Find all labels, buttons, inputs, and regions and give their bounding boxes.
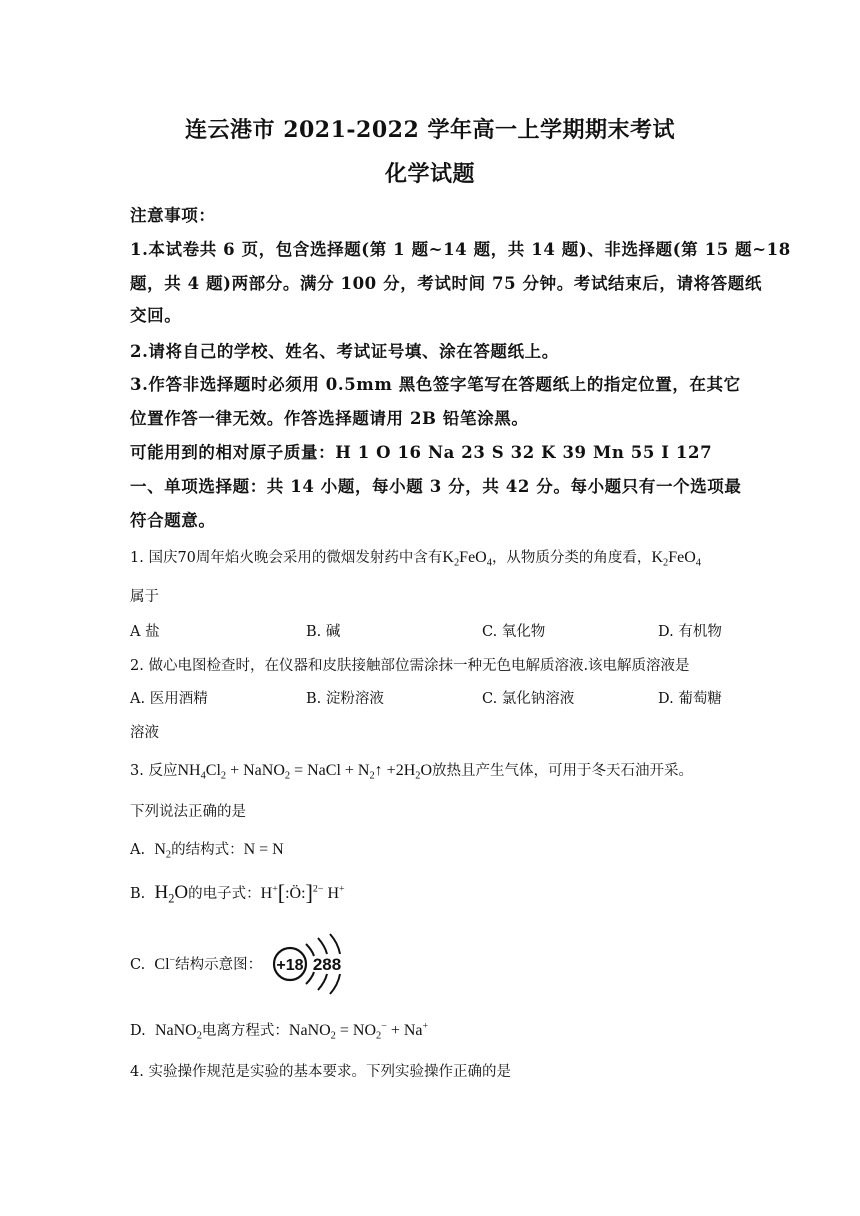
- q3-stem-wrap: 下列说法正确的是: [130, 804, 246, 820]
- section-heading-line-2: 符合题意。: [130, 511, 216, 530]
- q3-reaction-equation: $NH_4Cl_2$ + NaNO$_2$ = NaCl + $N_2↑ +2H_2O$: [177, 762, 433, 782]
- q2-option-c[interactable]: C. 氯化钠溶液: [482, 691, 575, 707]
- notice-heading: 注意事项：: [130, 206, 216, 225]
- exam-title: 连云港市 2021-2022 学年高一上学期期末考试: [185, 117, 675, 143]
- notice-line-1: 1.本试卷共 6 页，包含选择题(第 1 题~14 题，共 14 题)、非选择题(第 15 题~18: [130, 240, 791, 259]
- q3-option-c[interactable]: C. Cl−结构示意图：: [130, 954, 263, 973]
- exam-subtitle: 化学试题: [384, 161, 475, 187]
- q1-option-c[interactable]: C. 氧化物: [482, 624, 546, 640]
- electron-shells: 288: [312, 955, 342, 974]
- notice-line-4: 2.请将自己的学校、姓名、考试证号填、涂在答题纸上。: [130, 342, 559, 361]
- q2-option-d[interactable]: D. 葡萄糖: [658, 691, 722, 707]
- q2-stem: 2. 做心电图检查时，在仪器和皮肤接触部位需涂抹一种无色电解质溶液.该电解质溶液是: [130, 658, 690, 674]
- notice-line-2: 题，共 4 题)两部分。满分 100 分，考试时间 75 分钟。考试结束后，请将答题纸: [130, 274, 762, 293]
- section-heading-line-1: 一、单项选择题：共 14 小题，每小题 3 分，共 42 分。每小题只有一个选项最: [130, 477, 742, 496]
- q2-option-d-wrap: 溶液: [130, 725, 159, 741]
- notice-line-5: 3.作答非选择题时必须用 0.5mm 黑色签字笔写在答题纸上的指定位置，在其它: [130, 375, 741, 394]
- q3-option-a[interactable]: A. $N_2$的结构式：N = N: [130, 841, 284, 861]
- q3-option-d[interactable]: D. NaNO$_2$电离方程式：NaNO$_2$ = $NO_2^- + Na^+$: [130, 1020, 429, 1042]
- notice-line-6: 位置作答一律无效。作答选择题请用 2B 铅笔涂黑。: [130, 409, 529, 428]
- q2-option-a[interactable]: A. 医用酒精: [130, 691, 208, 707]
- q1-option-d[interactable]: D. 有机物: [658, 624, 722, 640]
- q1-stem-wrap: 属于: [130, 589, 159, 605]
- electron-formula: H+[:Ö:]$^{2-}$ H+: [260, 880, 345, 905]
- nucleus-charge: +18: [276, 957, 304, 974]
- k2feo4-formula-2: $K_2FeO_4$: [651, 549, 701, 569]
- q1-stem: 1. 国庆70周年焰火晚会采用的微烟发射药中含有$K_2FeO_4$，从物质分类的角度看，$K_2FeO_4$: [130, 549, 701, 569]
- q1-option-b[interactable]: B. 碱: [306, 624, 341, 640]
- q3-option-b[interactable]: B. $H_2O$的电子式：H+[:Ö:]$^{2-}$ H+: [130, 880, 345, 906]
- k2feo4-formula: $K_2FeO_4$: [442, 549, 492, 569]
- notice-line-3: 交回。: [130, 306, 182, 325]
- q3-stem: 3. 反应$NH_4Cl_2$ + NaNO$_2$ = NaCl + $N_2↑ +2H_2O$放热且产生气体，可用于冬天石油开采。: [130, 762, 694, 782]
- chloride-ion-structure-diagram: [270, 928, 354, 1000]
- q1-option-a[interactable]: A 盐: [130, 624, 160, 640]
- q4-stem: 4. 实验操作规范是实验的基本要求。下列实验操作正确的是: [130, 1064, 511, 1080]
- q2-option-b[interactable]: B. 淀粉溶液: [306, 691, 384, 707]
- atomic-mass-line: 可能用到的相对原子质量：H 1 O 16 Na 23 S 32 K 39 Mn 55 I 127: [130, 443, 713, 462]
